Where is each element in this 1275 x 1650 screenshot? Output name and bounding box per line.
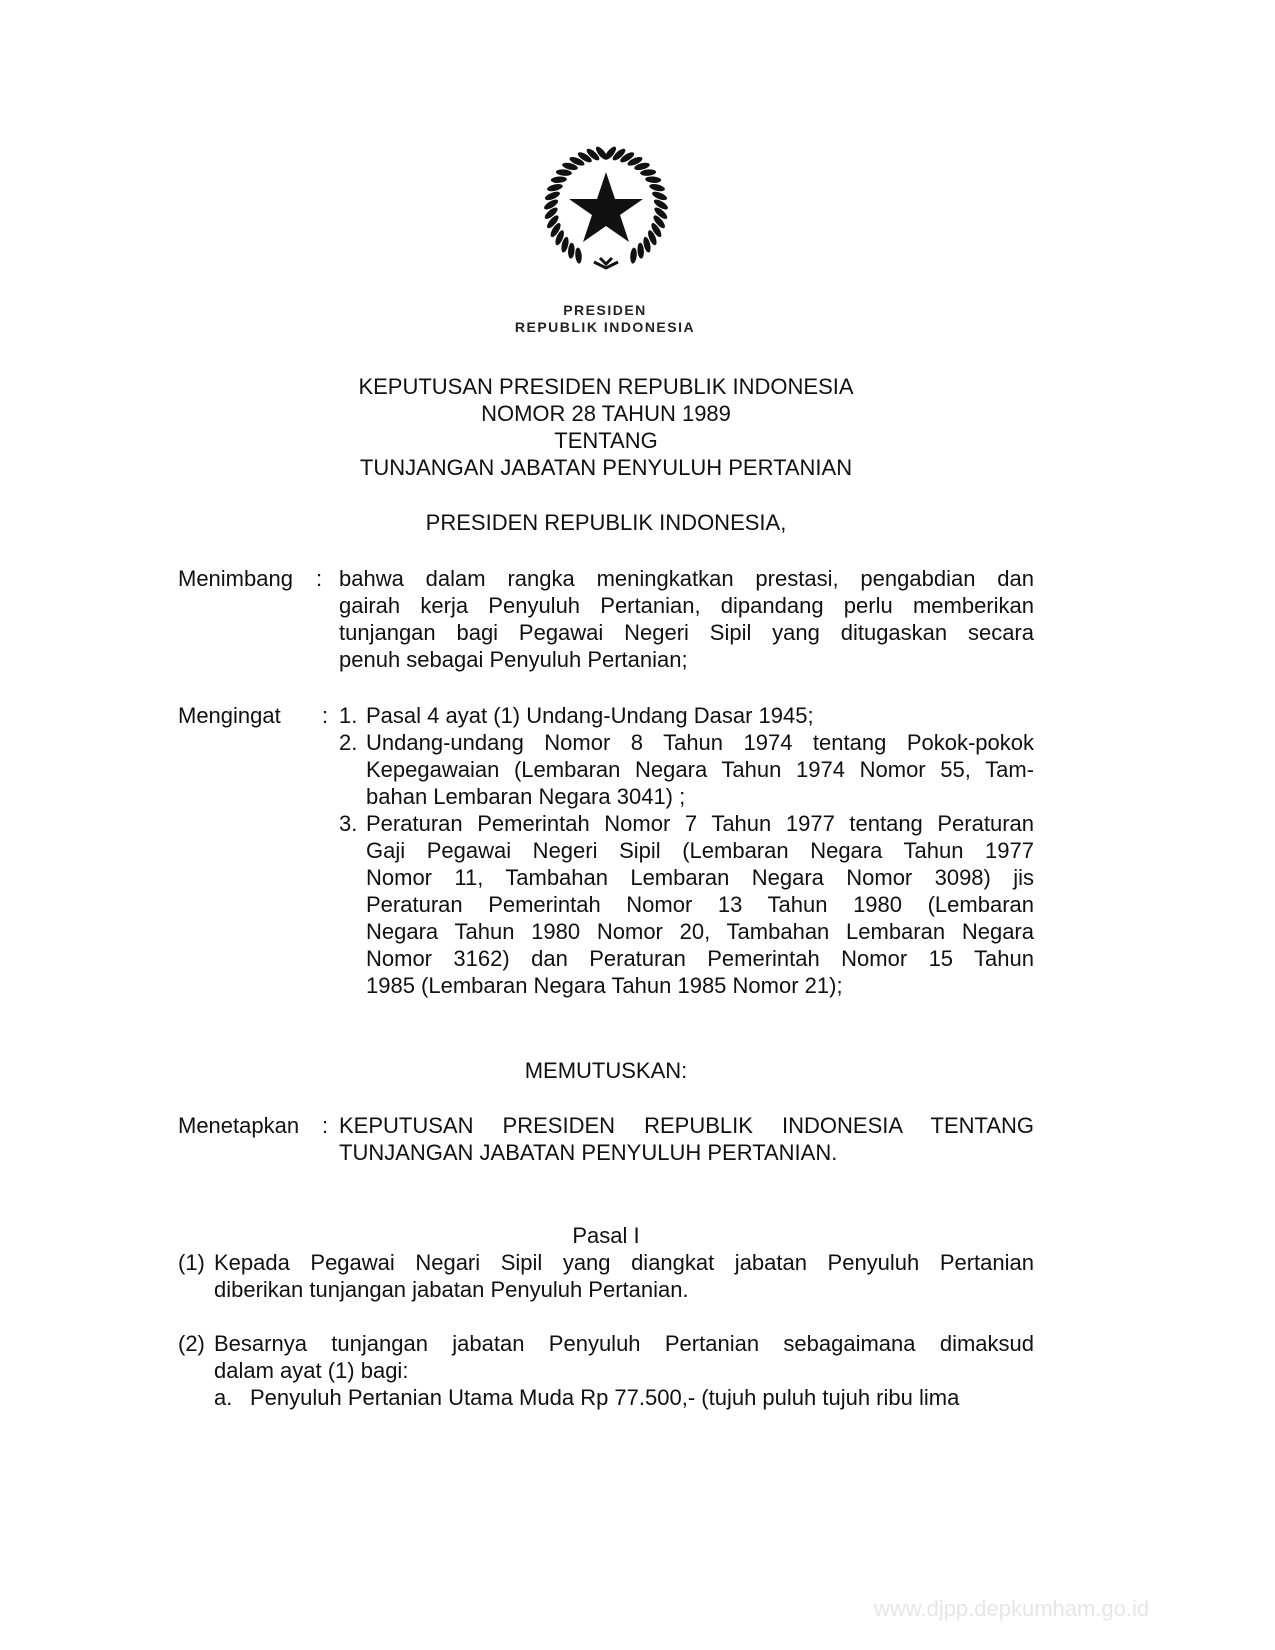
text-line: Besarnya tunjangan jabatan Penyuluh Pertanian sebagaimana dimaksud: [214, 1331, 1034, 1356]
colon: :: [322, 1113, 329, 1138]
text-line: tunjangan bagi Pegawai Negeri Sipil yang ditugaskan secara: [339, 620, 1034, 645]
text-line: Peraturan Pemerintah Nomor 13 Tahun 1980 (Lembaran: [366, 892, 1034, 917]
list-item: [339, 702, 1034, 729]
menetapkan-section: [178, 1112, 1034, 1166]
text-line: bahwa dalam rangka meningkatkan prestasi, pengabdian dan: [339, 566, 1034, 591]
title-line: NOMOR 28 TAHUN 1989: [481, 401, 731, 426]
text-line: TUNJANGAN JABATAN PENYULUH PERTANIAN.: [339, 1140, 838, 1165]
mengingat-label: Mengingat: [178, 703, 281, 728]
pasal-list: [178, 1249, 1034, 1411]
seal-label-top: PRESIDEN: [563, 302, 647, 318]
item-number: (1): [178, 1250, 205, 1275]
text-line: Undang-undang Nomor 8 Tahun 1974 tentang Pokok-pokok: [366, 730, 1034, 755]
text-line: penuh sebagai Penyuluh Pertanian;: [339, 647, 688, 672]
text-line: Negara Tahun 1980 Nomor 20, Tambahan Lembaran Negara: [366, 919, 1034, 944]
text-line: diberikan tunjangan jabatan Penyuluh Pertanian.: [214, 1277, 689, 1302]
item-number: a.: [214, 1385, 233, 1410]
president-heading: PRESIDEN REPUBLIK INDONESIA,: [425, 510, 787, 535]
list-item: [214, 1384, 1034, 1411]
item-number: 2.: [339, 730, 358, 755]
text-line: Kepegawaian (Lembaran Negara Tahun 1974 Nomor 55, Tam-: [366, 757, 1034, 782]
watermark: www.djpp.depkumham.go.id: [874, 1596, 1150, 1621]
list-item: [178, 1249, 1034, 1303]
seal-label-bottom: REPUBLIK INDONESIA: [514, 319, 696, 335]
title-line: KEPUTUSAN PRESIDEN REPUBLIK INDONESIA: [358, 374, 854, 399]
title-line: TENTANG: [554, 428, 658, 453]
item-number: (2): [178, 1331, 205, 1356]
document-title: [0, 373, 1212, 481]
text-line: Pasal 4 ayat (1) Undang-Undang Dasar 1945;: [366, 703, 814, 728]
list-item: [339, 810, 1034, 999]
colon: :: [322, 703, 329, 728]
memutuskan-heading: MEMUTUSKAN:: [524, 1058, 688, 1083]
text-line: bahan Lembaran Negara 3041) ;: [366, 784, 686, 809]
colon: :: [316, 566, 323, 591]
garuda-presidential-seal-icon: [536, 144, 676, 280]
text-line: dalam ayat (1) bagi:: [214, 1358, 409, 1383]
menimbang-text: [339, 565, 1034, 673]
item-number: 1.: [339, 703, 358, 728]
text-line: Gaji Pegawai Negeri Sipil (Lembaran Negara Tahun 1977: [366, 838, 1034, 863]
text-line: gairah kerja Penyuluh Pertanian, dipandang perlu memberikan: [339, 593, 1034, 618]
menimbang-label: Menimbang: [178, 566, 293, 591]
mengingat-list: [339, 702, 1034, 999]
text-line: Nomor 3162) dan Peraturan Pemerintah Nomor 15 Tahun: [366, 946, 1034, 971]
text-line: Nomor 11, Tambahan Lembaran Negara Nomor 3098) jis: [366, 865, 1034, 890]
menetapkan-label: Menetapkan: [178, 1113, 300, 1138]
text-line: Peraturan Pemerintah Nomor 7 Tahun 1977 tentang Peraturan: [366, 811, 1034, 836]
pasal-section: [178, 1249, 1034, 1411]
item-number: 3.: [339, 811, 358, 836]
text-line: 1985 (Lembaran Negara Tahun 1985 Nomor 21);: [366, 973, 843, 998]
menetapkan-text: [339, 1112, 1034, 1166]
menimbang-section: [178, 565, 1034, 673]
list-item: [178, 1330, 1034, 1411]
list-item: [339, 729, 1034, 810]
pasal-title: Pasal I: [572, 1223, 640, 1248]
text-line: Penyuluh Pertanian Utama Muda Rp 77.500,- (tujuh puluh tujuh ribu lima: [250, 1385, 960, 1410]
title-line: TUNJANGAN JABATAN PENYULUH PERTANIAN: [359, 455, 853, 480]
text-line: KEPUTUSAN PRESIDEN REPUBLIK INDONESIA TENTANG: [339, 1113, 1034, 1138]
text-line: Kepada Pegawai Negari Sipil yang diangkat jabatan Penyuluh Pertanian: [214, 1250, 1034, 1275]
mengingat-section: [178, 702, 1034, 999]
